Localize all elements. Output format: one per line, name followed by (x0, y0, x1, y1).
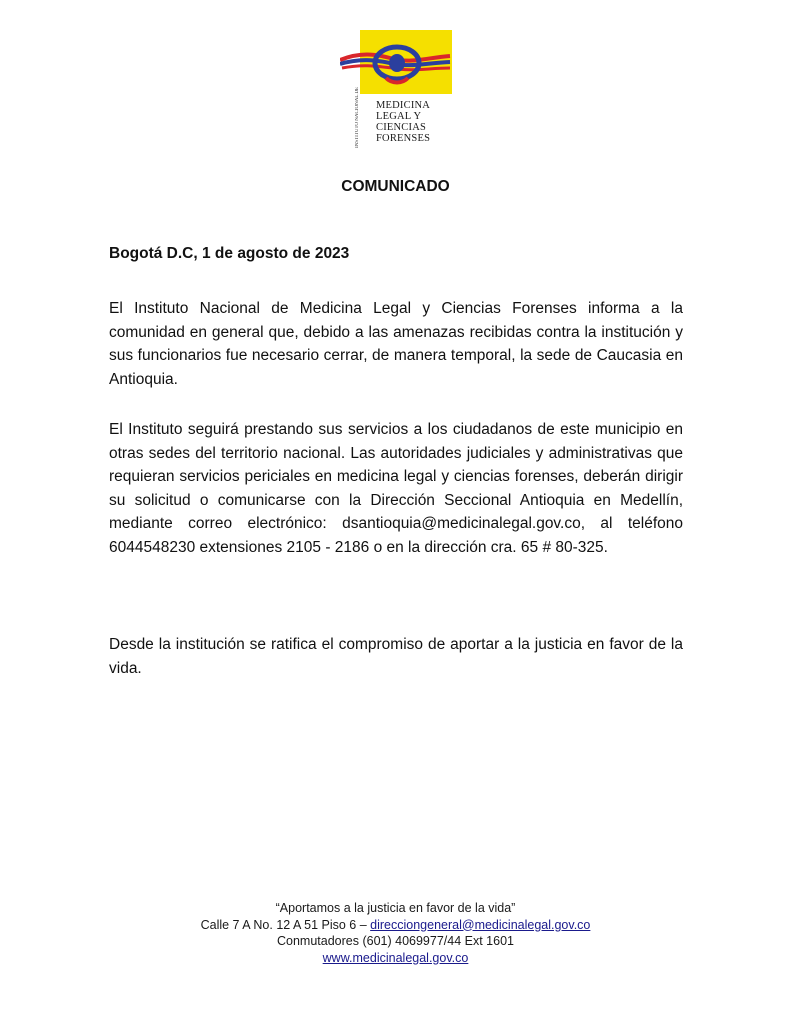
logo-wordmark (376, 100, 456, 144)
logo-line-2: LEGAL Y (376, 111, 422, 122)
paragraph-2: El Instituto seguirá prestando sus servicios a los ciudadanos de este municipio en otras sedes del territorio nacional. Las autoridades judiciales y administrativas que requieran servicios periciales en medicina legal y ciencias forenses, deberán dirigir su solicitud o comunicarse con la Dirección Seccional Antioquia en Medellín, mediante correo electrónico: dsantioquia@medicinalegal.gov.co, al teléfono 6044548230 extensiones 2105 - 2186 o en la dirección cra. 65 # 80-325. (109, 421, 683, 556)
logo-line-4: FORENSES (376, 133, 431, 144)
paragraph-1: El Instituto Nacional de Medicina Legal y Ciencias Forenses informa a la comunidad en general que, debido a las amenazas recibidas contra la institución y sus funcionarios fue necesario cerrar, de manera temporal, la sede de Caucasia en Antioquia. (109, 300, 683, 388)
logo-line-1: MEDICINA (376, 100, 431, 111)
footer-address: Calle 7 A No. 12 A 51 Piso 6 – (200, 917, 371, 932)
footer-website-link[interactable]: www.medicinalegal.gov.co (322, 950, 469, 965)
footer-address-line (0, 917, 791, 934)
footer-slogan: “Aportamos a la justicia en favor de la vida” (275, 901, 516, 915)
dateline: Bogotá D.C, 1 de agosto de 2023 (109, 245, 350, 262)
logo-line-3: CIENCIAS (376, 122, 427, 133)
document-title: COMUNICADO (341, 178, 450, 195)
footer-email-link[interactable]: direcciongeneral@medicinalegal.gov.co (370, 917, 591, 932)
paragraph-3: Desde la institución se ratifica el compromiso de aportar a la justicia en favor de la vida. (109, 636, 683, 677)
footer-phones: Conmutadores (601) 4069977/44 Ext 1601 (277, 934, 514, 948)
footer (0, 900, 791, 966)
logo-side-text: INSTITUTO NACIONAL DE (355, 86, 360, 148)
